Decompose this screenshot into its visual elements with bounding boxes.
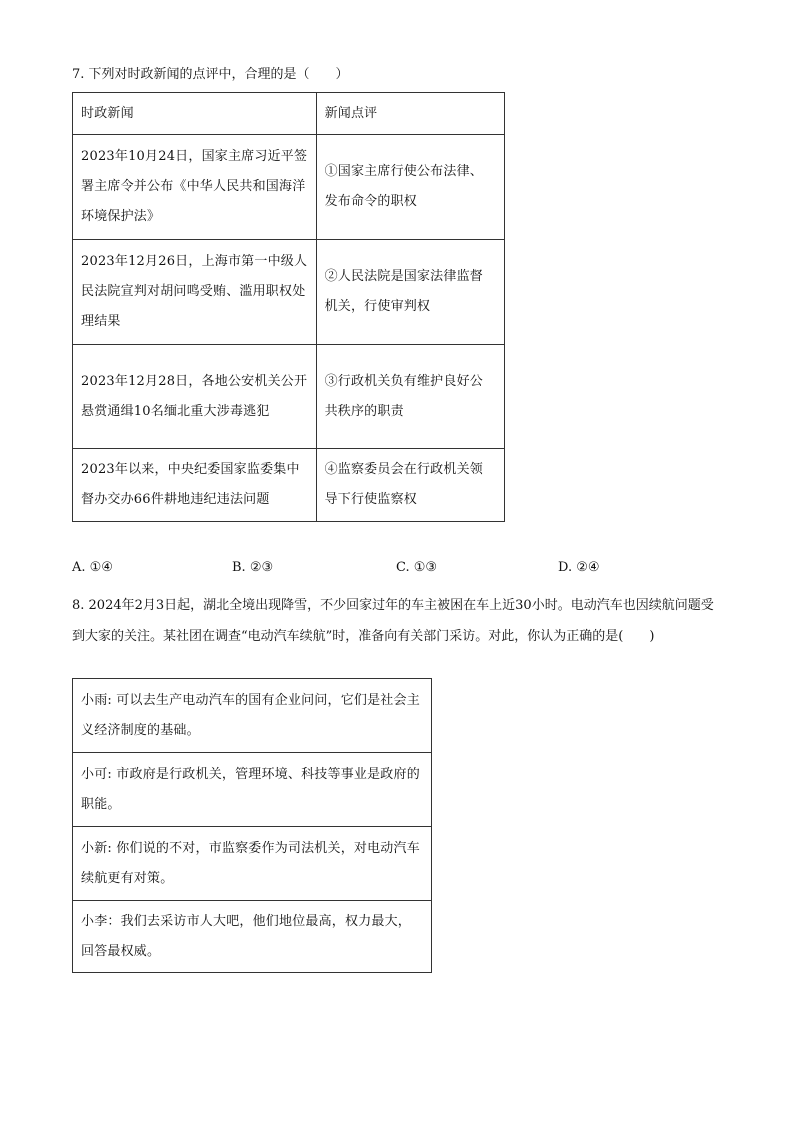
news-cell: 2023年以来，中央纪委国家监委集中督办交办66件耕地违纪违法问题 [73, 449, 317, 522]
question-7-options [72, 560, 712, 580]
option-a[interactable]: A. ①④ [72, 560, 113, 575]
comment-cell: ③行政机关负有维护良好公共秩序的职责 [316, 345, 504, 449]
news-cell: 2023年12月28日，各地公安机关公开悬赏通缉10名缅北重大涉毒逃犯 [73, 345, 317, 449]
table-row [73, 901, 432, 973]
comment-cell: ①国家主席行使公布法律、发布命令的职权 [316, 135, 504, 240]
news-cell: 2023年10月24日，国家主席习近平签署主席令并公布《中华人民共和国海洋环境保护法》 [73, 135, 317, 240]
header-news: 时政新闻 [73, 93, 317, 135]
speaker-cell: 小可: 市政府是行政机关，管理环境、科技等事业是政府的职能。 [73, 753, 432, 827]
speaker-cell: 小李：我们去采访市人大吧，他们地位最高，权力最大，回答最权威。 [73, 901, 432, 973]
news-cell: 2023年12月26日，上海市第一中级人民法院宣判对胡问鸣受贿、滥用职权处理结果 [73, 240, 317, 345]
speaker-cell: 小新: 你们说的不对，市监察委作为司法机关，对电动汽车续航更有对策。 [73, 827, 432, 901]
option-b[interactable]: B. ②③ [232, 560, 274, 575]
question-8-table [72, 678, 432, 973]
table-row [73, 827, 432, 901]
table-row [73, 449, 505, 522]
table-row [73, 753, 432, 827]
table-row [73, 679, 432, 753]
table-row [73, 345, 505, 449]
question-7-stem: 7. 下列对时政新闻的点评中，合理的是（ ） [72, 67, 349, 82]
comment-cell: ②人民法院是国家法律监督机关，行使审判权 [316, 240, 504, 345]
table-header-row [73, 93, 505, 135]
header-comment: 新闻点评 [316, 93, 504, 135]
option-d[interactable]: D. ②④ [558, 560, 600, 575]
speaker-cell: 小雨: 可以去生产电动汽车的国有企业问问，它们是社会主义经济制度的基础。 [73, 679, 432, 753]
option-c[interactable]: C. ①③ [396, 560, 438, 575]
comment-cell: ④监察委员会在行政机关领导下行使监察权 [316, 449, 504, 522]
table-row [73, 135, 505, 240]
table-row [73, 240, 505, 345]
question-7-table [72, 92, 505, 522]
question-8-stem: 8. 2024年2月3日起，湖北全境出现降雪，不少回家过年的车主被困在车上近30小时。电动汽车也因续航问题受到大家的关注。某社团在调查“电动汽车续航”时，准备向有关部门采访。对此，你认为正确的是( ) [72, 598, 714, 644]
